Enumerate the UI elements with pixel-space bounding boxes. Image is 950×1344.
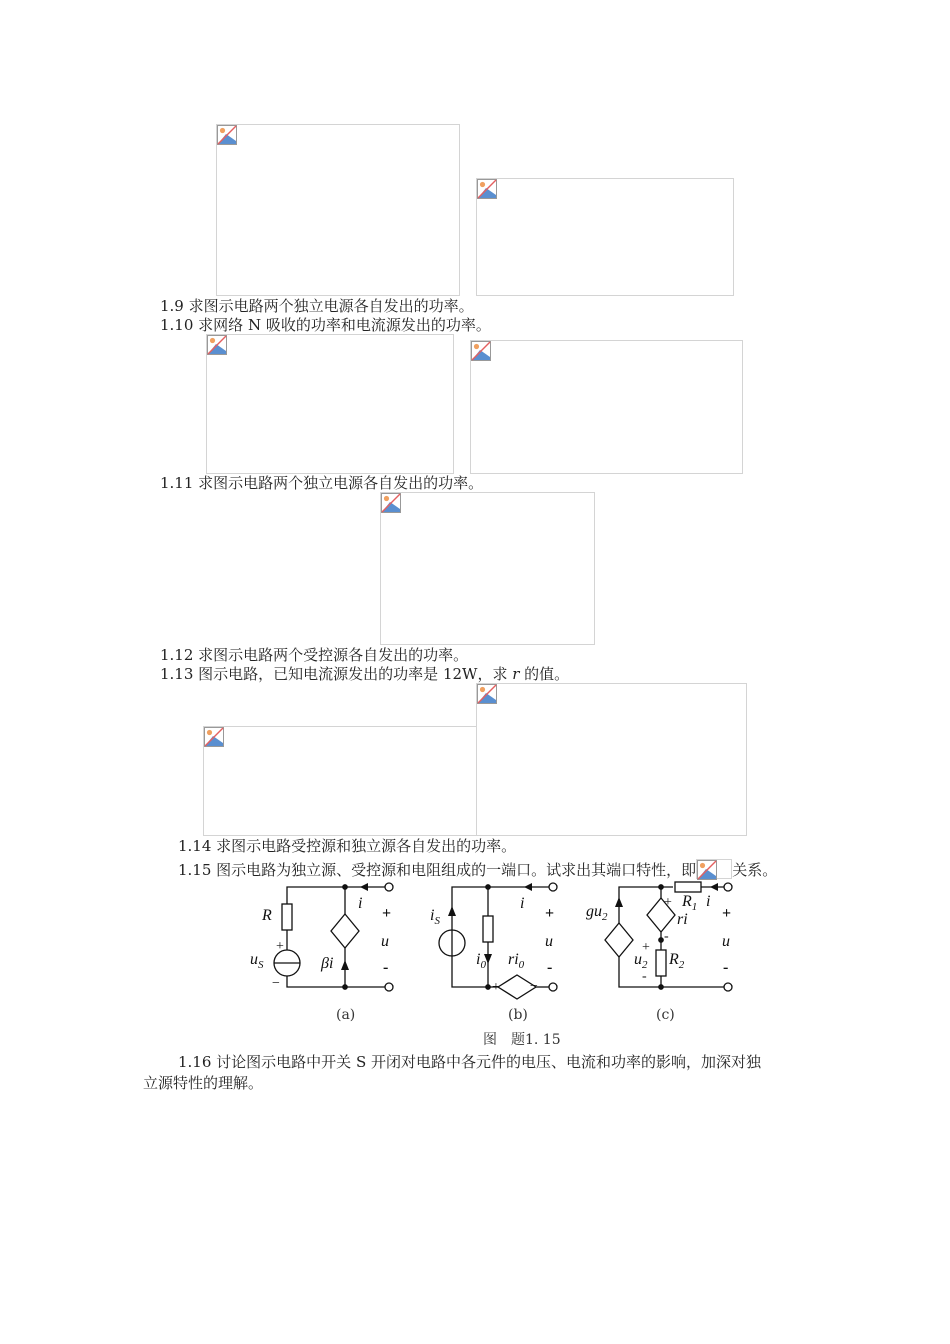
broken-image-icon: [477, 179, 497, 199]
subfigure-label-b: (b): [508, 1007, 528, 1023]
problem-text: 求图示电路两个受控源各自发出的功率。: [193, 646, 469, 664]
problem-number: 1.12: [160, 646, 194, 664]
label-minus-ri: -: [664, 929, 669, 944]
label-i-b: i: [520, 895, 525, 912]
label-plus-a: +: [382, 905, 392, 922]
figure-placeholder-4: [470, 340, 743, 474]
label-us: $u_S$: [250, 951, 264, 971]
figure-placeholder-1: [216, 124, 460, 296]
label-is: $i_S$: [430, 907, 440, 927]
problem-number: 1.10: [160, 316, 194, 334]
problem-1-12: [160, 645, 468, 665]
problem-1-9: [160, 296, 474, 316]
label-R1: $R_1$: [682, 893, 698, 913]
label-ri0: $ri_0$: [508, 951, 525, 971]
figure-caption: 图 题1. 15: [483, 1032, 561, 1048]
problem-number: 1.16: [178, 1053, 212, 1071]
problem-text: 求图示电路两个独立电源各自发出的功率。: [193, 474, 484, 492]
problem-text-end: 的值。: [519, 665, 570, 683]
label-ri: ri: [677, 911, 688, 928]
label-minus-u2: -: [642, 969, 647, 984]
broken-image-icon: [471, 341, 491, 361]
figure-placeholder-3: [206, 334, 454, 474]
label-plus-ri: +: [664, 895, 672, 910]
broken-image-icon: [207, 335, 227, 355]
problem-number: 1.15: [178, 861, 212, 879]
problem-text: 图示电路为独立源、受控源和电阻组成的一端口。试求出其端口特性，即: [211, 861, 697, 879]
problem-number: 1.9: [160, 297, 184, 315]
problem-text: 求图示电路受控源和独立源各自发出的功率。: [211, 837, 517, 855]
problem-text: 求网络 N 吸收的功率和电流源发出的功率。: [193, 316, 491, 334]
label-minus-c: -: [723, 959, 729, 976]
figure-placeholder-5: [380, 492, 595, 645]
problem-text: 图示电路，已知电流源发出的功率是 12W，求: [193, 665, 513, 683]
broken-image-icon: [381, 493, 401, 513]
circuit-a: [274, 883, 393, 991]
label-i-a: i: [358, 895, 363, 912]
label-u-c: u: [722, 933, 730, 950]
problem-number: 1.13: [160, 665, 194, 683]
label-minus-a: -: [383, 959, 389, 976]
label-minus-source: −: [272, 976, 280, 991]
problem-1-14: [178, 836, 516, 856]
label-R2: $R_2$: [669, 951, 685, 971]
circuit-figure-1-15: [240, 876, 760, 1026]
label-i-c: i: [706, 893, 711, 910]
figure-placeholder-2: [476, 178, 734, 296]
figure-placeholder-7: [476, 683, 747, 836]
problem-1-11: [160, 473, 483, 493]
problem-number: 1.14: [178, 837, 212, 855]
broken-image-icon: [217, 125, 237, 145]
problem-text-end: 关系。: [732, 861, 778, 879]
label-plus-u2: +: [642, 940, 650, 955]
label-beta-i: βi: [321, 955, 334, 972]
label-minus-b: -: [547, 959, 553, 976]
problem-text: 求图示电路两个独立电源各自发出的功率。: [183, 297, 474, 315]
label-plus-source: +: [276, 939, 284, 954]
label-u-b: u: [545, 933, 553, 950]
problem-number: 1.11: [160, 474, 194, 492]
variable-r: r: [512, 665, 520, 683]
label-u-a: u: [381, 933, 389, 950]
label-plus-dep-b: +: [492, 980, 500, 995]
problem-1-10: [160, 315, 491, 335]
problem-1-16-line1: [178, 1052, 761, 1072]
label-plus-c: +: [722, 905, 732, 922]
broken-image-icon: [477, 684, 497, 704]
label-R: R: [262, 907, 272, 924]
problem-text: 讨论图示电路中开关 S 开闭对电路中各元件的电压、电流和功率的影响，加深对独: [211, 1053, 761, 1071]
subfigure-label-c: (c): [656, 1007, 675, 1023]
label-minus-dep-b: −: [530, 979, 538, 994]
label-plus-b: +: [545, 905, 555, 922]
broken-image-icon: [204, 727, 224, 747]
problem-text-line2: 立源特性的理解。: [143, 1074, 264, 1092]
problem-1-13: [160, 664, 569, 684]
problem-1-16-line2: [143, 1073, 263, 1093]
figure-placeholder-6: [203, 726, 478, 836]
subfigure-label-a: (a): [336, 1007, 356, 1023]
label-u2: $u_2$: [634, 951, 648, 971]
label-i0: $i_0$: [476, 951, 486, 971]
label-gu2: $gu_2$: [586, 903, 608, 923]
